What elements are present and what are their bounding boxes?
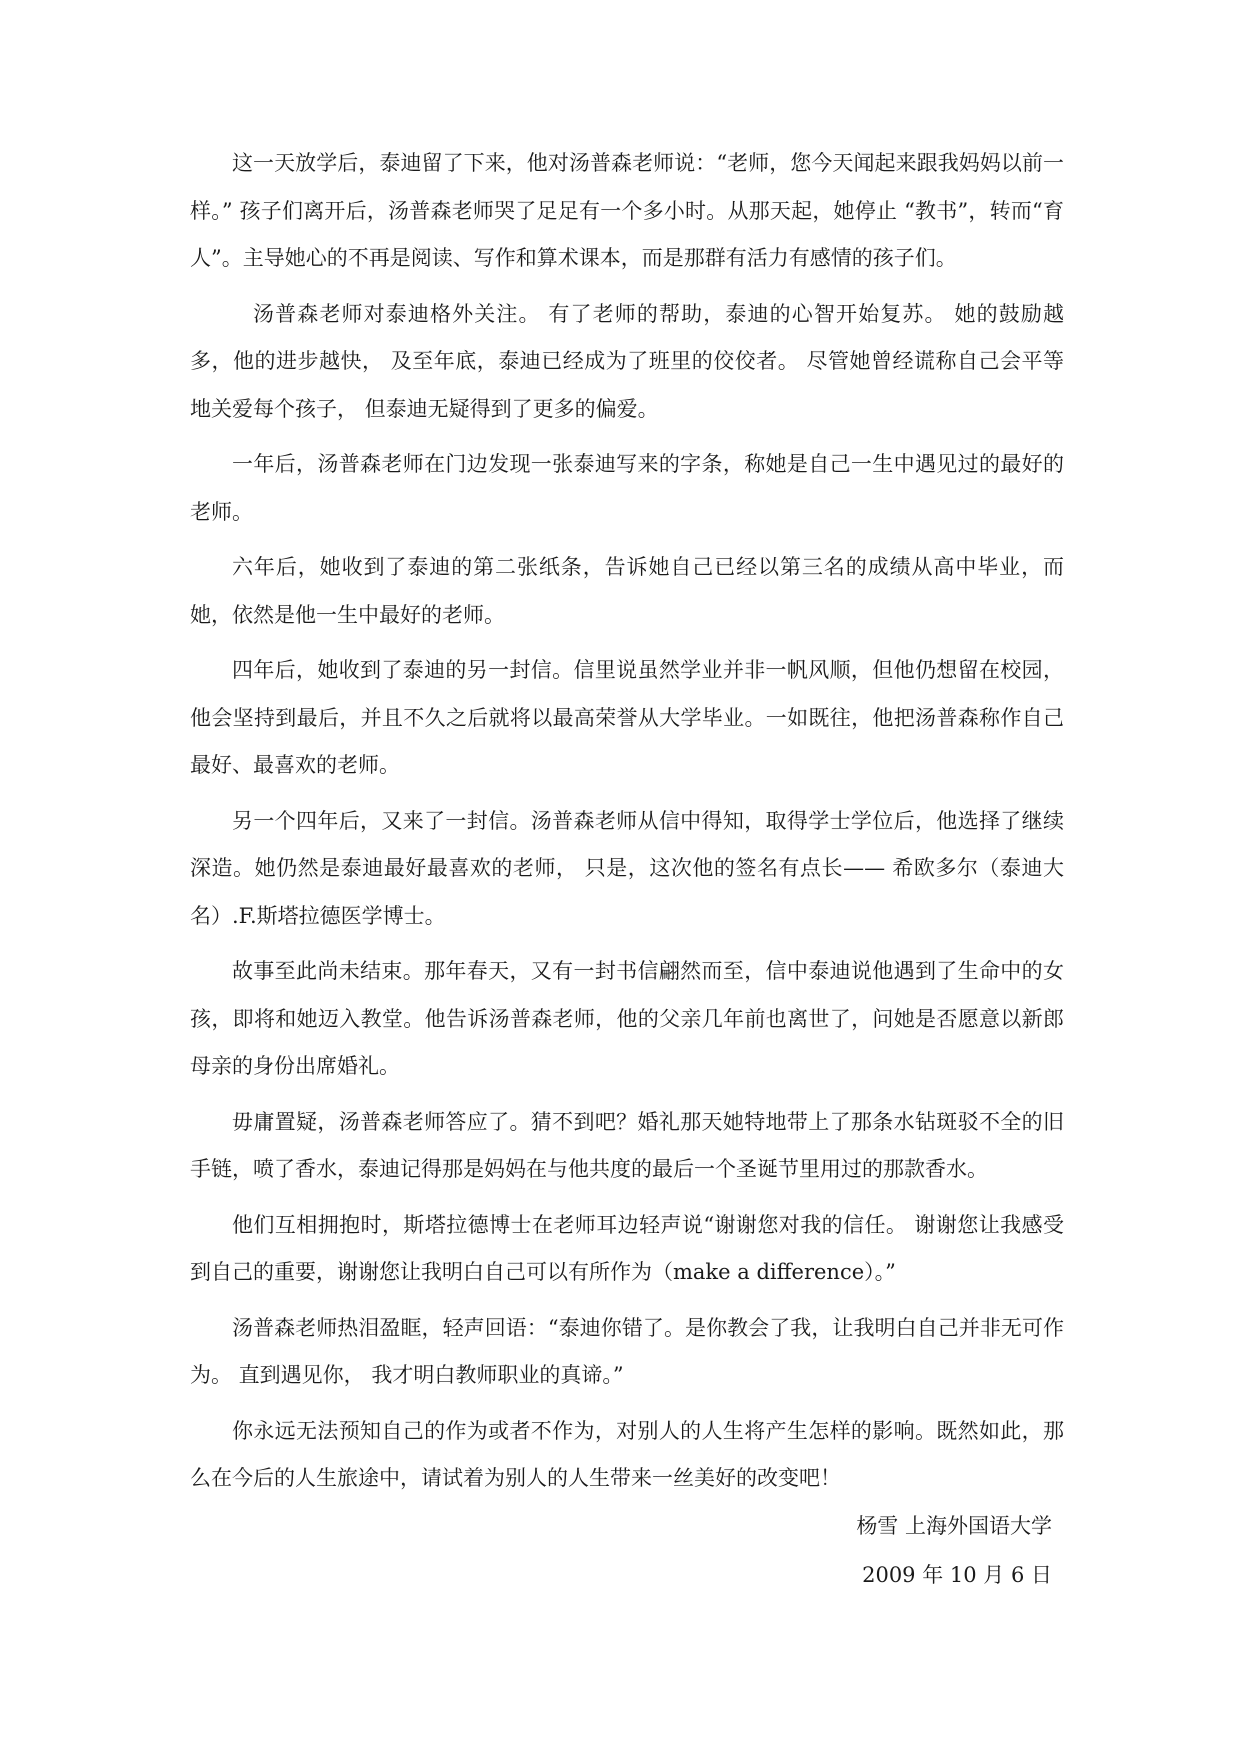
paragraph-8: 毋庸置疑，汤普森老师答应了。猜不到吧？婚礼那天她特地带上了那条水钻斑驳不全的旧手链，喷了香水，泰迪记得那是妈妈在与他共度的最后一个圣诞节里用过的那款香水。: [190, 1109, 1064, 1181]
paragraph-6: 另一个四年后，又来了一封信。汤普森老师从信中得知，取得学士学位后，他选择了继续深造。她仍然是泰迪最好最喜欢的老师， 只是，这次他的签名有点长—— 希欧多尔（泰迪大名）.F.斯塔拉德医学博士。: [190, 808, 1064, 928]
paragraph-11: 你永远无法预知自己的作为或者不作为，对别人的人生将产生怎样的影响。既然如此，那么在今后的人生旅途中，请试着为别人的人生带来一丝美好的改变吧！: [190, 1418, 1064, 1490]
paragraph-2: 汤普森老师对泰迪格外关注。 有了老师的帮助，泰迪的心智开始复苏。 她的鼓励越多，他的进步越快， 及至年底，泰迪已经成为了班里的佼佼者。 尽管她曾经谎称自己会平等地关爱每个孩子， 但泰迪无疑得到了更多的偏爱。: [190, 301, 1064, 421]
paragraph-3: 一年后，汤普森老师在门边发现一张泰迪写来的字条，称她是自己一生中遇见过的最好的老师。: [190, 452, 1064, 524]
paragraph-1: 这一天放学后，泰迪留了下来，他对汤普森老师说：“老师，您今天闻起来跟我妈妈以前一样。” 孩子们离开后，汤普森老师哭了足足有一个多小时。从那天起，她停止 “教书”，转而“育人”。主导她心的不再是阅读、写作和算术课本，而是那群有活力有感情的孩子们。: [190, 151, 1064, 270]
paragraph-4: 六年后，她收到了泰迪的第二张纸条，告诉她自己已经以第三名的成绩从高中毕业，而她，依然是他一生中最好的老师。: [190, 555, 1064, 627]
signature-date: 2009 年 10 月 6 日: [862, 1563, 1052, 1587]
paragraph-10: 汤普森老师热泪盈眶，轻声回语：“泰迪你错了。是你教会了我，让我明白自己并非无可作为。 直到遇见你， 我才明白教师职业的真谛。”: [190, 1315, 1064, 1387]
paragraph-5: 四年后，她收到了泰迪的另一封信。信里说虽然学业并非一帆风顺，但他仍想留在校园，他会坚持到最后，并且不久之后就将以最高荣誉从大学毕业。一如既往，他把汤普森称作自己最好、最喜欢的老师。: [190, 658, 1064, 777]
paragraph-9: 他们互相拥抱时，斯塔拉德博士在老师耳边轻声说“谢谢您对我的信任。 谢谢您让我感受到自己的重要，谢谢您让我明白自己可以有所作为（make a difference）。”: [190, 1212, 1064, 1284]
signature-author: 杨雪 上海外国语大学: [856, 1513, 1052, 1538]
paragraph-7: 故事至此尚未结束。那年春天，又有一封书信翩然而至，信中泰迪说他遇到了生命中的女孩，即将和她迈入教堂。他告诉汤普森老师，他的父亲几年前也离世了，问她是否愿意以新郎母亲的身份出席婚礼。: [190, 959, 1064, 1078]
document-page: [190, 140, 1064, 1600]
